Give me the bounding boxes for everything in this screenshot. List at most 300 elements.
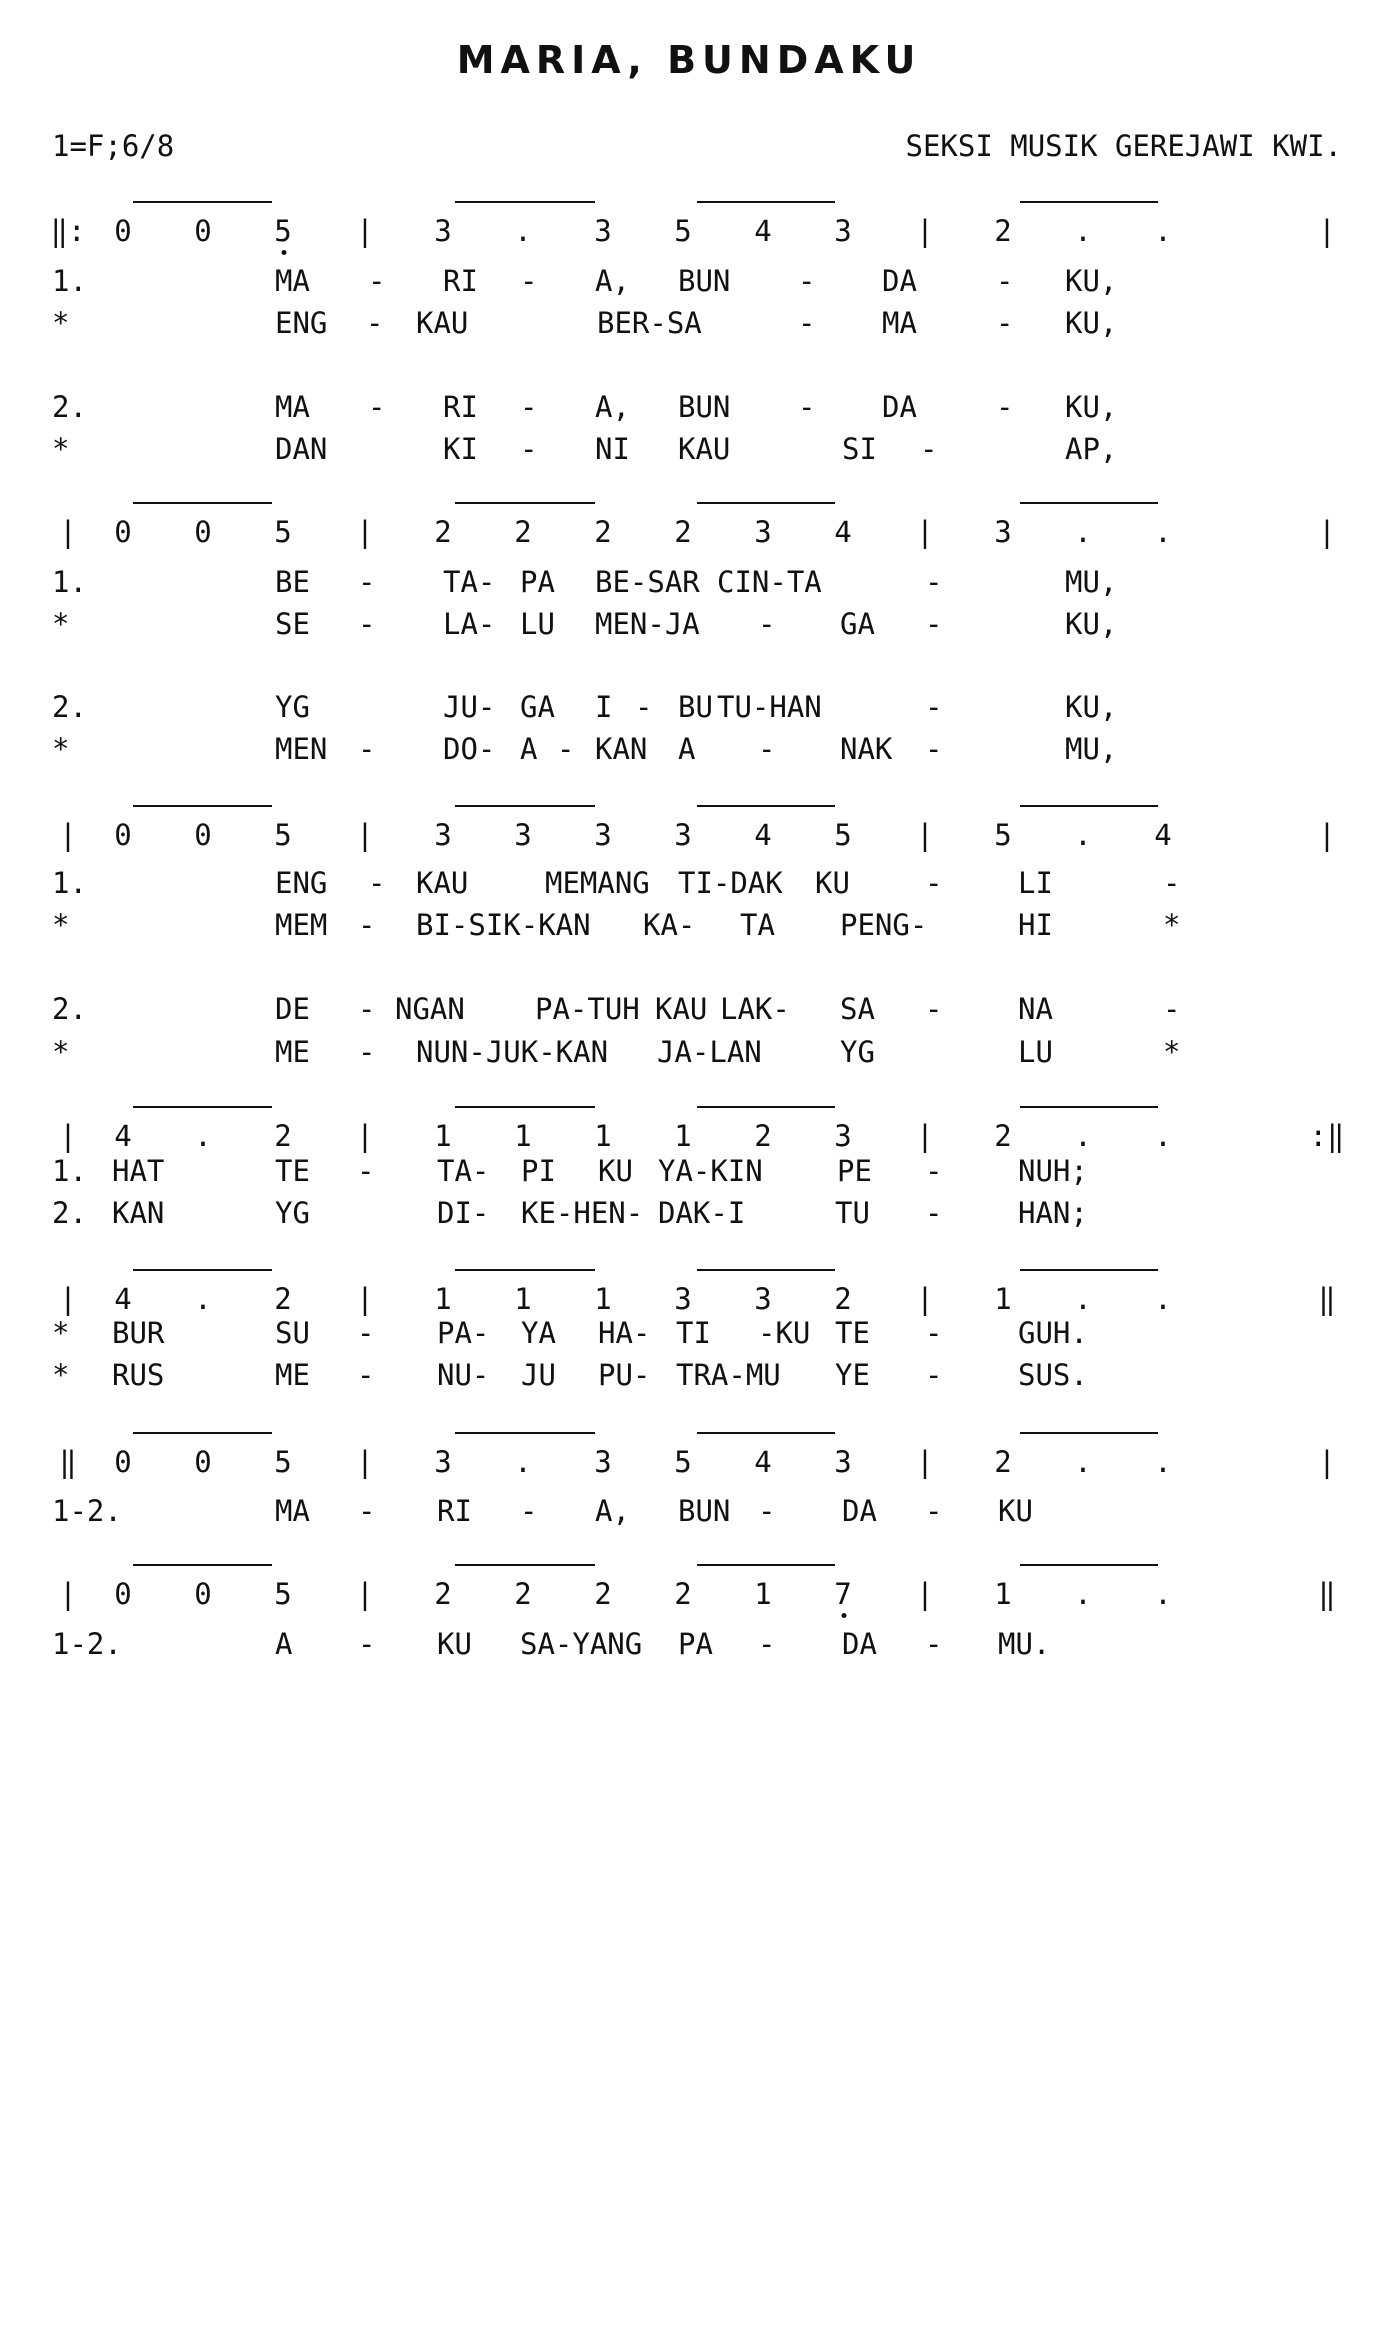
- lyric-syllable: TA-: [437, 1154, 490, 1188]
- note: 3: [594, 214, 612, 248]
- lyric-syllable: DA: [842, 1494, 877, 1528]
- lyric-syllable: PU-: [598, 1358, 651, 1392]
- lyric-syllable: -: [925, 1154, 943, 1188]
- lyric-syllable: ME: [275, 1035, 310, 1069]
- note: 2: [514, 1577, 532, 1611]
- lyric-syllable: DA: [882, 264, 917, 298]
- lyric-syllable: -: [1163, 866, 1181, 900]
- bar-line: |: [356, 1119, 374, 1153]
- lyric-syllable: KU,: [1065, 607, 1118, 641]
- beam-line: [455, 502, 595, 504]
- lyric-syllable: KAU: [655, 992, 708, 1026]
- lyric-syllable: -KU: [758, 1316, 811, 1350]
- lyric-syllable: PE: [837, 1154, 872, 1188]
- note: 1: [434, 1282, 452, 1316]
- lyric-syllable: -: [358, 992, 376, 1026]
- lyric-syllable: TU: [835, 1196, 870, 1230]
- note: .: [194, 1119, 212, 1153]
- lyric-syllable: DA: [882, 390, 917, 424]
- lyric-syllable: -: [925, 1316, 943, 1350]
- lyric-syllable: MU.: [998, 1627, 1051, 1661]
- bar-line: |: [356, 515, 374, 549]
- note: .: [1074, 1445, 1092, 1479]
- verse-label: *: [52, 1035, 70, 1069]
- lyric-syllable: -: [358, 1035, 376, 1069]
- lyric-syllable: MEN-JA: [595, 607, 700, 641]
- note: .: [514, 1445, 532, 1479]
- note: 5: [994, 818, 1012, 852]
- lyric-syllable: -: [758, 607, 776, 641]
- lyric-syllable: HI: [1018, 908, 1053, 942]
- note: 2: [594, 1577, 612, 1611]
- lyric-syllable: ENG: [275, 306, 328, 340]
- lyric-syllable: -: [358, 732, 376, 766]
- lyric-syllable: GUH.: [1018, 1316, 1088, 1350]
- lyric-syllable: YG: [840, 1035, 875, 1069]
- note: .: [1074, 1119, 1092, 1153]
- lyric-syllable: KAU: [678, 432, 731, 466]
- note: 5: [674, 214, 692, 248]
- note: 3: [754, 1282, 772, 1316]
- beam-line: [1020, 1106, 1158, 1108]
- note: 4: [834, 515, 852, 549]
- note: 2: [754, 1119, 772, 1153]
- beam-line: [697, 1564, 835, 1566]
- beam-line: [1020, 1432, 1158, 1434]
- lyric-syllable: MU,: [1065, 565, 1118, 599]
- lyric-syllable: -: [635, 690, 653, 724]
- lyric-syllable: MA: [275, 264, 310, 298]
- lyric-syllable: KU: [815, 866, 850, 900]
- lyric-syllable: MU,: [1065, 732, 1118, 766]
- beam-line: [1020, 502, 1158, 504]
- bar-line: :‖: [1309, 1119, 1345, 1153]
- octave-dot: [842, 1613, 847, 1618]
- beam-line: [455, 1269, 595, 1271]
- note: 3: [514, 818, 532, 852]
- lyric-syllable: TI: [676, 1316, 711, 1350]
- note: 4: [114, 1282, 132, 1316]
- note: 0: [114, 1445, 132, 1479]
- note: 1: [994, 1282, 1012, 1316]
- note: 0: [114, 818, 132, 852]
- lyric-syllable: PA: [678, 1627, 713, 1661]
- bar-line: |: [916, 1119, 934, 1153]
- bar-line: |: [916, 1577, 934, 1611]
- note: .: [1154, 1445, 1172, 1479]
- note: 3: [434, 214, 452, 248]
- note: 3: [994, 515, 1012, 549]
- lyric-syllable: KAU: [416, 866, 469, 900]
- lyric-syllable: NA: [1018, 992, 1053, 1026]
- key-signature: 1=F;6/8: [52, 129, 175, 163]
- bar-line: ‖: [1318, 1282, 1336, 1316]
- note: .: [1154, 515, 1172, 549]
- lyric-syllable: BE-SAR: [595, 565, 700, 599]
- note: 0: [114, 1577, 132, 1611]
- beam-line: [455, 805, 595, 807]
- note: .: [514, 214, 532, 248]
- lyric-syllable: -: [925, 690, 943, 724]
- verse-label: 1-2.: [52, 1494, 122, 1528]
- lyric-syllable: -: [520, 390, 538, 424]
- note: 0: [194, 818, 212, 852]
- lyric-syllable: -: [366, 306, 384, 340]
- beam-line: [133, 1269, 272, 1271]
- note: 5: [274, 818, 292, 852]
- beam-line: [697, 1106, 835, 1108]
- note: 0: [114, 214, 132, 248]
- bar-line: |: [1318, 214, 1336, 248]
- beam-line: [697, 201, 835, 203]
- verse-label: *: [52, 1358, 70, 1392]
- note: 5: [274, 1577, 292, 1611]
- bar-line: |: [356, 214, 374, 248]
- bar-line: |: [916, 1282, 934, 1316]
- note: 2: [594, 515, 612, 549]
- bar-line: |: [916, 818, 934, 852]
- lyric-syllable: -: [520, 1494, 538, 1528]
- bar-line: |: [59, 1577, 77, 1611]
- note: 1: [594, 1119, 612, 1153]
- beam-line: [1020, 1269, 1158, 1271]
- lyric-syllable: -: [758, 1627, 776, 1661]
- bar-line: ‖: [59, 1445, 77, 1479]
- note: 1: [434, 1119, 452, 1153]
- beam-line: [133, 1106, 272, 1108]
- beam-line: [133, 201, 272, 203]
- note: 5: [274, 1445, 292, 1479]
- bar-line: |: [916, 214, 934, 248]
- note: 1: [514, 1282, 532, 1316]
- song-title: MARIA, BUNDAKU: [456, 38, 922, 82]
- lyric-syllable: BU: [678, 690, 713, 724]
- lyric-syllable: MEN: [275, 732, 328, 766]
- bar-line: |: [356, 1282, 374, 1316]
- note: 0: [194, 515, 212, 549]
- lyric-syllable: -: [557, 732, 575, 766]
- lyric-syllable: -: [925, 1494, 943, 1528]
- beam-line: [1020, 805, 1158, 807]
- note: 3: [674, 818, 692, 852]
- bar-line: |: [1318, 818, 1336, 852]
- lyric-syllable: -: [996, 264, 1014, 298]
- bar-line: |: [59, 818, 77, 852]
- note: 5: [674, 1445, 692, 1479]
- lyric-syllable: GA: [520, 690, 555, 724]
- lyric-syllable: A,: [595, 390, 630, 424]
- lyric-syllable: DI-: [437, 1196, 490, 1230]
- lyric-syllable: -: [758, 1494, 776, 1528]
- lyric-syllable: A: [275, 1627, 293, 1661]
- lyric-syllable: DO-: [443, 732, 496, 766]
- lyric-syllable: MEM: [275, 908, 328, 942]
- lyric-syllable: BE: [275, 565, 310, 599]
- lyric-syllable: TRA-MU: [676, 1358, 781, 1392]
- note: .: [1154, 1577, 1172, 1611]
- lyric-syllable: HAN;: [1018, 1196, 1088, 1230]
- verse-label: *: [52, 732, 70, 766]
- lyric-syllable: RUS: [112, 1358, 165, 1392]
- bar-line: ‖: [1318, 1577, 1336, 1611]
- verse-label: 1.: [52, 565, 87, 599]
- note: 2: [994, 1119, 1012, 1153]
- lyric-syllable: BUN: [678, 264, 731, 298]
- verse-label: *: [52, 432, 70, 466]
- lyric-syllable: KE-HEN-: [521, 1196, 644, 1230]
- bar-line: |: [1318, 1445, 1336, 1479]
- lyric-syllable: -: [798, 264, 816, 298]
- lyric-syllable: -: [925, 732, 943, 766]
- verse-label: *: [52, 607, 70, 641]
- verse-label: 1.: [52, 264, 87, 298]
- lyric-syllable: A: [678, 732, 696, 766]
- lyric-syllable: SE: [275, 607, 310, 641]
- lyric-syllable: BUN: [678, 1494, 731, 1528]
- beam-line: [133, 502, 272, 504]
- verse-label: 2.: [52, 390, 87, 424]
- note: 2: [994, 1445, 1012, 1479]
- lyric-syllable: NI: [595, 432, 630, 466]
- note: 5: [274, 515, 292, 549]
- lyric-syllable: -: [1163, 992, 1181, 1026]
- note: 2: [834, 1282, 852, 1316]
- lyric-syllable: HA-: [598, 1316, 651, 1350]
- lyric-syllable: TU-HAN: [717, 690, 822, 724]
- lyric-syllable: -: [920, 432, 938, 466]
- lyric-syllable: DA: [842, 1627, 877, 1661]
- note: .: [1154, 1119, 1172, 1153]
- lyric-syllable: -: [925, 866, 943, 900]
- lyric-syllable: BUN: [678, 390, 731, 424]
- note: 3: [834, 214, 852, 248]
- verse-label: 1-2.: [52, 1627, 122, 1661]
- bar-line: |: [59, 1119, 77, 1153]
- note: .: [1074, 515, 1092, 549]
- lyric-syllable: JU: [521, 1358, 556, 1392]
- lyric-syllable: KU,: [1065, 264, 1118, 298]
- verse-label: 1.: [52, 866, 87, 900]
- beam-line: [1020, 1564, 1158, 1566]
- beam-line: [133, 1432, 272, 1434]
- lyric-syllable: PI: [521, 1154, 556, 1188]
- note: 4: [114, 1119, 132, 1153]
- lyric-syllable: DAN: [275, 432, 328, 466]
- lyric-syllable: -: [358, 565, 376, 599]
- beam-line: [697, 502, 835, 504]
- lyric-syllable: LI: [1018, 866, 1053, 900]
- beam-line: [697, 1432, 835, 1434]
- lyric-syllable: SA-YANG: [520, 1627, 643, 1661]
- lyric-syllable: -: [758, 732, 776, 766]
- lyric-syllable: BI-SIK-KAN: [416, 908, 591, 942]
- note: 2: [274, 1282, 292, 1316]
- note: 3: [434, 818, 452, 852]
- note: 0: [194, 1577, 212, 1611]
- lyric-syllable: LAK-: [720, 992, 790, 1026]
- lyric-syllable: NUH;: [1018, 1154, 1088, 1188]
- bar-line: |: [59, 1282, 77, 1316]
- note: 1: [674, 1119, 692, 1153]
- lyric-syllable: NUN-JUK-KAN: [416, 1035, 609, 1069]
- lyric-syllable: BER-SA: [597, 306, 702, 340]
- lyric-syllable: MEMANG: [545, 866, 650, 900]
- lyric-syllable: KU: [437, 1627, 472, 1661]
- lyric-syllable: KU,: [1065, 690, 1118, 724]
- lyric-syllable: -: [368, 390, 386, 424]
- lyric-syllable: -: [358, 1627, 376, 1661]
- lyric-syllable: YA-KIN: [658, 1154, 763, 1188]
- lyric-syllable: RI: [437, 1494, 472, 1528]
- lyric-syllable: NU-: [437, 1358, 490, 1392]
- lyric-syllable: RI: [443, 264, 478, 298]
- lyric-syllable: -: [357, 1316, 375, 1350]
- lyric-syllable: SU: [275, 1316, 310, 1350]
- note: 1: [594, 1282, 612, 1316]
- note: .: [1074, 214, 1092, 248]
- lyric-syllable: KAU: [416, 306, 469, 340]
- lyric-syllable: TE: [835, 1316, 870, 1350]
- lyric-syllable: -: [925, 565, 943, 599]
- bar-line: |: [916, 515, 934, 549]
- lyric-syllable: JU-: [443, 690, 496, 724]
- lyric-syllable: -: [520, 432, 538, 466]
- note: 5: [834, 818, 852, 852]
- verse-label: 2.: [52, 992, 87, 1026]
- lyric-syllable: YG: [275, 1196, 310, 1230]
- note: .: [194, 1282, 212, 1316]
- beam-line: [133, 1564, 272, 1566]
- lyric-syllable: -: [925, 1627, 943, 1661]
- lyric-syllable: I: [595, 690, 613, 724]
- lyric-syllable: MA: [275, 1494, 310, 1528]
- lyric-syllable: -: [368, 866, 386, 900]
- lyric-syllable: KU: [998, 1494, 1033, 1528]
- verse-label: 1.: [52, 1154, 87, 1188]
- lyric-syllable: -: [798, 306, 816, 340]
- lyric-syllable: KI: [443, 432, 478, 466]
- lyric-syllable: *: [1163, 908, 1181, 942]
- note: 0: [194, 1445, 212, 1479]
- lyric-syllable: KAN: [595, 732, 648, 766]
- lyric-syllable: -: [357, 1154, 375, 1188]
- note: .: [1074, 1282, 1092, 1316]
- lyric-syllable: DAK-I: [658, 1196, 746, 1230]
- lyric-syllable: -: [996, 390, 1014, 424]
- lyric-syllable: LA-: [443, 607, 496, 641]
- lyric-syllable: LU: [520, 607, 555, 641]
- lyric-syllable: -: [996, 306, 1014, 340]
- lyric-syllable: TE: [275, 1154, 310, 1188]
- lyric-syllable: -: [925, 1358, 943, 1392]
- note: 4: [754, 1445, 772, 1479]
- note: .: [1154, 1282, 1172, 1316]
- lyric-syllable: NGAN: [395, 992, 465, 1026]
- beam-line: [455, 201, 595, 203]
- note: 7: [834, 1577, 852, 1611]
- note: 2: [994, 214, 1012, 248]
- lyric-syllable: KU,: [1065, 390, 1118, 424]
- lyric-syllable: TI-DAK: [678, 866, 783, 900]
- beam-line: [455, 1564, 595, 1566]
- lyric-syllable: CIN-TA: [717, 565, 822, 599]
- lyric-syllable: PA-: [437, 1316, 490, 1350]
- lyric-syllable: -: [520, 264, 538, 298]
- note: 0: [114, 515, 132, 549]
- bar-line: |: [916, 1445, 934, 1479]
- lyric-syllable: A,: [595, 1494, 630, 1528]
- note: .: [1154, 214, 1172, 248]
- octave-dot: [282, 250, 287, 255]
- beam-line: [133, 805, 272, 807]
- beam-line: [1020, 201, 1158, 203]
- lyric-syllable: A,: [595, 264, 630, 298]
- note: 1: [754, 1577, 772, 1611]
- note: 2: [274, 1119, 292, 1153]
- lyric-syllable: PENG-: [840, 908, 928, 942]
- note: 2: [434, 1577, 452, 1611]
- verse-label: 2.: [52, 690, 87, 724]
- lyric-syllable: MA: [882, 306, 917, 340]
- beam-line: [455, 1432, 595, 1434]
- beam-line: [697, 805, 835, 807]
- bar-line: ‖:: [50, 214, 86, 248]
- note: 5: [274, 214, 292, 248]
- lyric-syllable: -: [798, 390, 816, 424]
- beam-line: [697, 1269, 835, 1271]
- note: 1: [514, 1119, 532, 1153]
- bar-line: |: [356, 1445, 374, 1479]
- lyric-syllable: KAN: [112, 1196, 165, 1230]
- lyric-syllable: RI: [443, 390, 478, 424]
- lyric-syllable: SUS.: [1018, 1358, 1088, 1392]
- lyric-syllable: MA: [275, 390, 310, 424]
- lyric-syllable: ME: [275, 1358, 310, 1392]
- lyric-syllable: *: [1163, 1035, 1181, 1069]
- lyric-syllable: PA-TUH: [535, 992, 640, 1026]
- note: 3: [754, 515, 772, 549]
- lyric-syllable: TA: [740, 908, 775, 942]
- bar-line: |: [356, 818, 374, 852]
- verse-label: *: [52, 908, 70, 942]
- note: 0: [194, 214, 212, 248]
- lyric-syllable: AP,: [1065, 432, 1118, 466]
- lyric-syllable: PA: [520, 565, 555, 599]
- note: 3: [594, 818, 612, 852]
- note: 1: [994, 1577, 1012, 1611]
- lyric-syllable: YG: [275, 690, 310, 724]
- lyric-syllable: YA: [521, 1316, 556, 1350]
- note: 4: [754, 214, 772, 248]
- note: 3: [594, 1445, 612, 1479]
- lyric-syllable: -: [925, 1196, 943, 1230]
- lyric-syllable: -: [357, 1358, 375, 1392]
- lyric-syllable: JA-LAN: [657, 1035, 762, 1069]
- note: 3: [434, 1445, 452, 1479]
- beam-line: [455, 1106, 595, 1108]
- lyric-syllable: LU: [1018, 1035, 1053, 1069]
- credit: SEKSI MUSIK GEREJAWI KWI.: [905, 129, 1342, 163]
- lyric-syllable: DE: [275, 992, 310, 1026]
- note: 4: [1154, 818, 1172, 852]
- lyric-syllable: KU: [598, 1154, 633, 1188]
- lyric-syllable: TA-: [443, 565, 496, 599]
- note: 4: [754, 818, 772, 852]
- lyric-syllable: -: [358, 607, 376, 641]
- lyric-syllable: SA: [840, 992, 875, 1026]
- note: 3: [834, 1445, 852, 1479]
- lyric-syllable: HAT: [112, 1154, 165, 1188]
